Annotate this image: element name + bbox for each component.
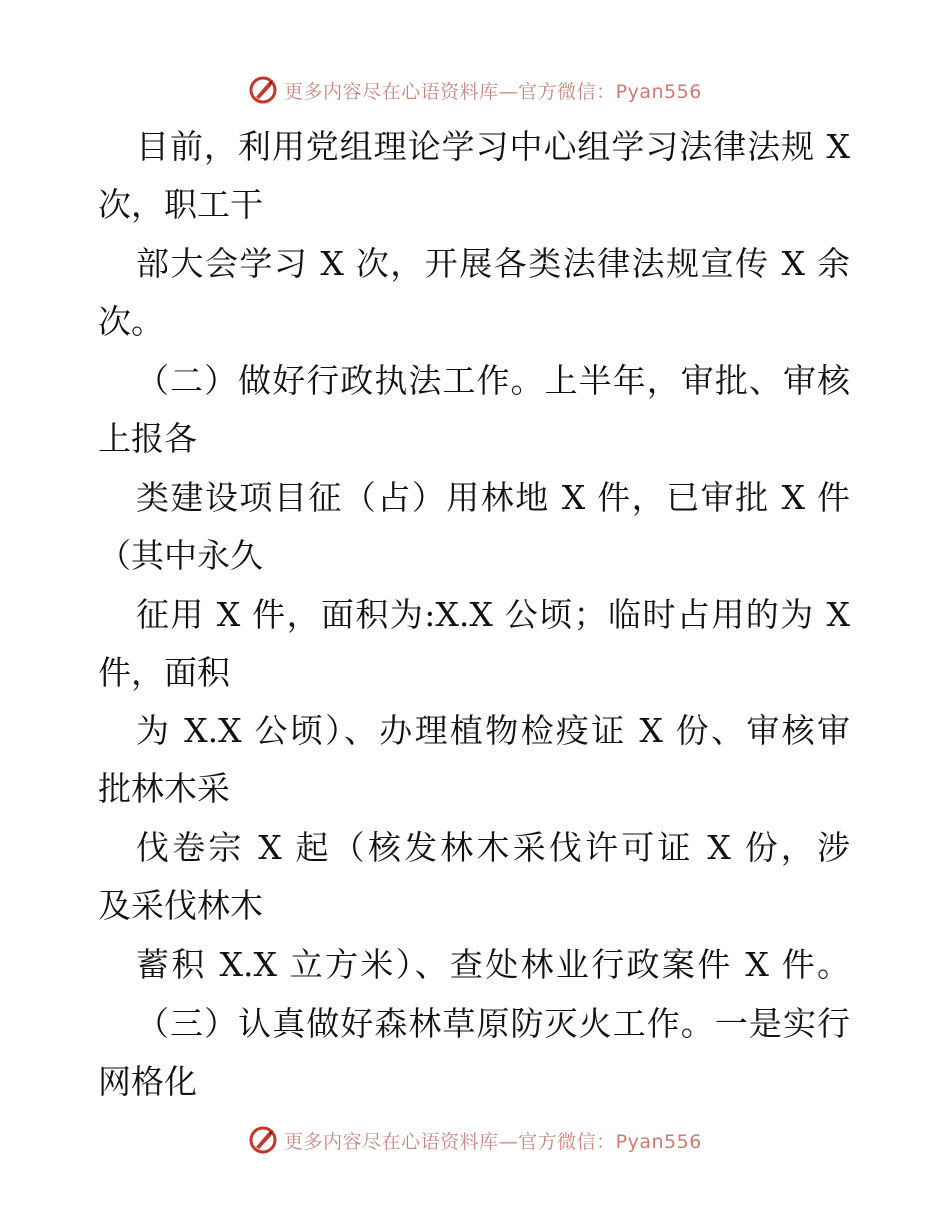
body-line: （二）做好行政执法工作。上半年，审批、审核 [136, 361, 850, 400]
body-line: 目前，利用党组理论学习中心组学习法律法规 X [136, 127, 850, 166]
body-line: 次，职工干 [98, 185, 263, 224]
banner-label: 更多内容尽在心语资料库—官方微信：Pyan556 [284, 1130, 702, 1153]
body-line: 为 X.X 公顷）、办理植物检疫证 X 份、审核审 [136, 711, 850, 750]
quill-logo-icon [248, 1125, 278, 1155]
body-line: （三）认真做好森林草原防灭火工作。一是实行 [136, 1004, 850, 1043]
body-line: 征用 X 件，面积为:X.X 公顷；临时占用的为 X [136, 595, 850, 634]
body-line: （其中永久 [98, 536, 263, 575]
body-line: 件，面积 [98, 653, 230, 692]
body-line: 蓄积 X.X 立方米）、查处林业行政案件 X 件。 [136, 945, 850, 984]
body-line: 次。 [98, 302, 164, 341]
banner-label: 更多内容尽在心语资料库—官方微信：Pyan556 [284, 80, 702, 103]
body-line: 批林木采 [98, 769, 230, 808]
wechat-account: Pyan556 [615, 1130, 702, 1153]
quill-logo-icon [248, 75, 278, 105]
body-line: 网格化 [98, 1062, 197, 1101]
body-line: 类建设项目征（占）用林地 X 件，已审批 X 件 [136, 478, 850, 517]
footer-banner [0, 1120, 950, 1160]
body-line: 伐卷宗 X 起（核发林木采伐许可证 X 份，涉 [136, 828, 850, 867]
header-banner [0, 70, 950, 110]
body-line: 上报各 [98, 419, 197, 458]
wechat-account: Pyan556 [615, 80, 702, 103]
body-line: 及采伐林木 [98, 886, 263, 925]
body-line: 部大会学习 X 次，开展各类法律法规宣传 X 余 [136, 244, 850, 283]
